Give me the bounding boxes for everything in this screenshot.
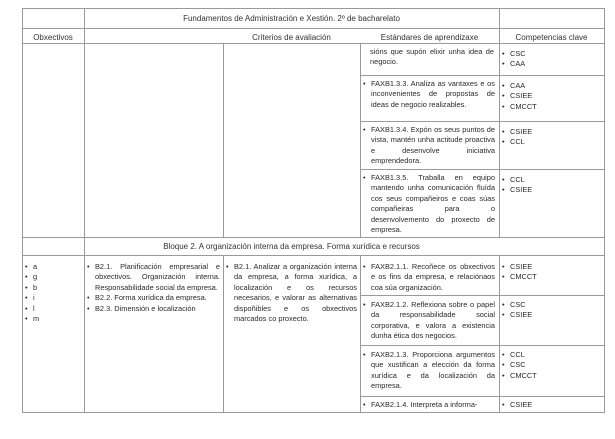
- column-divider: [499, 44, 500, 237]
- list-item: • g: [25, 272, 38, 282]
- block-divider: [22, 255, 605, 256]
- standard-cell: sións que supón elixir unha idea de negocio.: [370, 47, 494, 67]
- row-divider: [360, 121, 605, 122]
- objective-code: m: [33, 314, 40, 324]
- column-divider: [84, 44, 85, 237]
- header-divider: [22, 28, 605, 29]
- header-criteria: Criterios de avaliación: [252, 33, 331, 42]
- objective-code: b: [33, 282, 38, 292]
- column-divider: [223, 44, 224, 237]
- list-item: • i: [25, 293, 35, 303]
- list-item: • b: [25, 282, 38, 292]
- block-title: Bloque 2. A organización interna da empresa. Forma xurídica e recursos: [163, 242, 420, 251]
- table-border-bottom: [22, 412, 605, 413]
- competence-code: CMCCT: [510, 370, 537, 380]
- standard-text: FAXB2.1.2. Reflexiona sobre o papel da responsabilidade social corporativa, e valora a existencia dunha ética dos negocios.: [371, 300, 495, 341]
- contents-cell: [87, 262, 220, 314]
- list-item: • CMCCT: [502, 370, 537, 380]
- column-divider: [360, 44, 361, 237]
- block-divider: [22, 237, 605, 238]
- row-divider: [360, 396, 605, 397]
- list-item: • CCL: [502, 350, 525, 359]
- table-border-top: [22, 8, 605, 9]
- objective-code: i: [33, 293, 35, 303]
- competence-code: CSIEE: [510, 310, 533, 320]
- content-text: B2.2. Forma xurídica da empresa.: [95, 293, 207, 303]
- table-border-left: [22, 8, 23, 413]
- standard-cell: • FAXB2.1.1. Recoñece os obxectivos e os fins da empresa, e relaciónaos coa súa organización.: [363, 262, 495, 292]
- standard-cell: • FAXB2.1.2. Reflexiona sobre o papel da responsabilidade social corporativa, e valora a existencia dunha ética dos negocios.: [363, 300, 495, 341]
- standard-cell: • FAXB2.1.4. Interpreta a informa-: [363, 400, 495, 410]
- column-divider: [499, 256, 500, 412]
- list-item: • B2.2. Forma xurídica da empresa.: [87, 293, 220, 303]
- list-item: • CSIEE: [502, 185, 533, 195]
- table-border-right: [604, 8, 605, 413]
- competence-code: CSC: [510, 360, 526, 370]
- list-item: • CSIEE: [502, 310, 533, 320]
- column-divider: [223, 256, 224, 412]
- competence-code: CSIEE: [510, 262, 533, 271]
- competence-code: CMCCT: [510, 101, 537, 111]
- competence-code: CCL: [510, 175, 525, 184]
- competence-code: CSC: [510, 49, 526, 58]
- standard-text: FAXB1.3.3. Analiza as vantaxes e os inconvenientes de propostas de ideas de negocio realizables.: [371, 79, 495, 109]
- competence-code: CSIEE: [510, 127, 533, 136]
- competences-cell: [502, 350, 600, 381]
- header-objectives: Obxectivos: [33, 33, 73, 42]
- objective-code: g: [33, 272, 38, 282]
- list-item: • CSC: [502, 49, 526, 58]
- list-item: • CAA: [502, 59, 526, 69]
- row-divider: [360, 75, 605, 76]
- competence-code: CAA: [510, 59, 526, 69]
- header-standards: Estándares de aprendizaxe: [380, 33, 479, 42]
- standard-cell: • FAXB1.3.4. Expón os seus puntos de vista, mantén unha actitude proactiva e desenvolve iniciativa emprendedora.: [363, 125, 495, 166]
- row-divider: [360, 169, 605, 170]
- row-divider: [360, 295, 605, 296]
- standard-text: FAXB2.1.1. Recoñece os obxectivos e os fins da empresa, e relaciónaos coa súa organización.: [371, 262, 495, 292]
- standard-text: FAXB1.3.5. Traballa en equipo mantendo unha comunicación fluída cos seus compañeiros e coas súas compañeiras para o desenvolvemento do proxecto de empresa.: [371, 173, 495, 235]
- competences-cell: [502, 400, 600, 410]
- objective-code: l: [33, 303, 35, 313]
- list-item: • CMCCT: [502, 272, 537, 282]
- list-item: • CSIEE: [502, 127, 533, 136]
- criteria-cell: • B2.1. Analizar a organización interna da empresa, a forma xurídica, a localización e os recursos necesarios, e valorar as alternativas dispoñibles e os obxectivos marcados co proxecto.: [226, 262, 357, 324]
- content-text: B2.3. Dimensión e localización: [95, 303, 196, 313]
- competence-code: CCL: [510, 350, 525, 359]
- competences-cell: [502, 81, 600, 112]
- standard-text: FAXB2.1.3. Proporciona argumentos que xustifican a elección da forma xurídica e da localización da empresa.: [371, 350, 495, 391]
- list-item: • a: [25, 262, 38, 271]
- list-item: • CAA: [502, 81, 526, 90]
- competence-code: CMCCT: [510, 272, 537, 282]
- list-item: • CSC: [502, 300, 526, 309]
- standard-cell: • FAXB1.3.3. Analiza as vantaxes e os inconvenientes de propostas de ideas de negocio realizables.: [363, 79, 495, 109]
- competence-code: CSC: [510, 300, 526, 309]
- list-item: • B2.1. Planificación empresarial e obxectivos. Organización interna. Responsabilidade social da empresa.: [87, 262, 220, 292]
- competence-code: CSIEE: [510, 400, 533, 409]
- objective-code: a: [33, 262, 38, 271]
- competences-cell: [502, 175, 600, 196]
- list-item: • l: [25, 303, 35, 313]
- competence-code: CAA: [510, 81, 526, 90]
- standard-text: FAXB1.3.4. Expón os seus puntos de vista, mantén unha actitude proactiva e desenvolve iniciativa emprendedora.: [371, 125, 495, 166]
- list-item: • CSIEE: [502, 400, 533, 409]
- list-item: • CCL: [502, 137, 525, 147]
- competence-code: CCL: [510, 137, 525, 147]
- standard-text: FAXB2.1.4. Interpreta a informa-: [371, 400, 478, 409]
- criterion-text: B2.1. Analizar a organización interna da empresa, a forma xurídica, a localización e os recursos necesarios, e valorar as alternativas dispoñibles e os obxectivos marcados co proxecto.: [234, 262, 357, 324]
- standard-cell: • FAXB1.3.5. Traballa en equipo mantendo unha comunicación fluída cos seus compañeiros e coas súas compañeiras para o desenvolvemento do proxecto de empresa.: [363, 173, 495, 235]
- column-divider: [360, 256, 361, 412]
- header-competences: Competencias clave: [515, 33, 588, 42]
- competences-cell: [502, 127, 600, 148]
- list-item: • CSIEE: [502, 91, 533, 101]
- competence-code: CSIEE: [510, 185, 533, 195]
- list-item: • B2.3. Dimensión e localización: [87, 304, 220, 314]
- table-title: Fundamentos de Administración e Xestión. 2º de bacharelato: [183, 14, 400, 23]
- standard-cell: • FAXB2.1.3. Proporciona argumentos que xustifican a elección da forma xurídica e da localización da empresa.: [363, 350, 495, 391]
- list-item: • CSC: [502, 360, 526, 370]
- header-divider: [22, 43, 605, 44]
- competences-cell: [502, 300, 600, 321]
- curriculum-table: [22, 8, 605, 413]
- competences-cell: [502, 49, 600, 70]
- content-text: B2.1. Planificación empresarial e obxectivos. Organización interna. Responsabilidade social da empresa.: [95, 262, 220, 292]
- competence-code: CSIEE: [510, 91, 533, 101]
- list-item: • m: [25, 314, 40, 324]
- list-item: • CCL: [502, 175, 525, 184]
- column-divider: [84, 256, 85, 412]
- list-item: • CMCCT: [502, 101, 537, 111]
- list-item: • CSIEE: [502, 262, 533, 271]
- competences-cell: [502, 262, 600, 283]
- row-divider: [360, 345, 605, 346]
- objectives-cell: [25, 262, 81, 324]
